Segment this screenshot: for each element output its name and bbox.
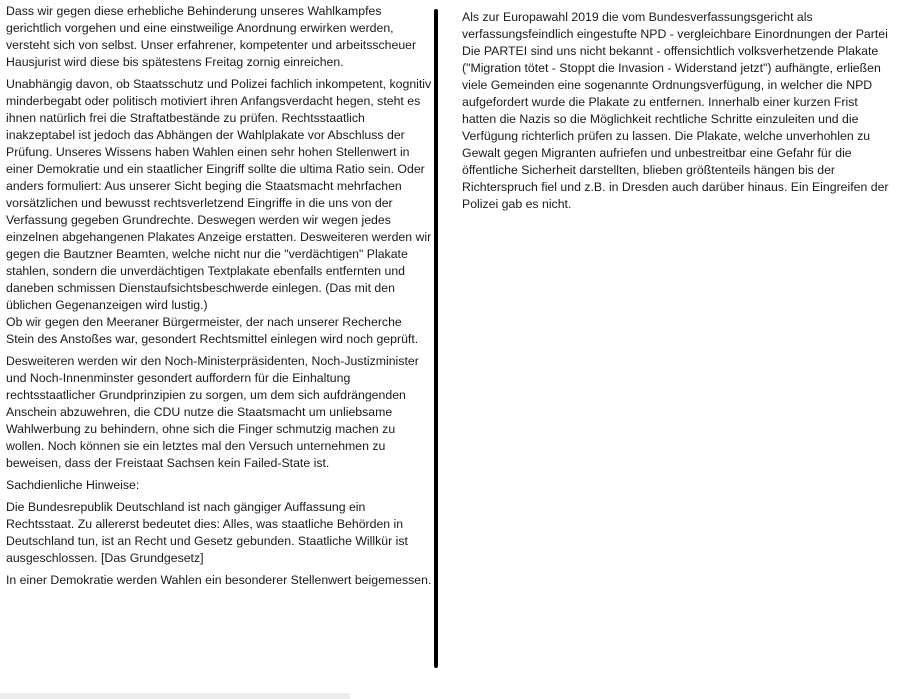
heading-hints: Sachdienliche Hinweise: [6, 478, 140, 492]
horizontal-scrollbar[interactable] [0, 693, 350, 699]
paragraph-rule-of-law: Unabhängig davon, ob Staatsschutz und Polizei fachlich inkompetent, kognitiv minderbegabt oder politisch motiviert ihren Anfangsverdacht hegen, steht es ihnen natürlich frei die Straftatbestände zu prüfen. Rechtsstaatlich inakzeptabel ist jedoch das Abhängen der Wahlplakate vor Abschluss der Prüfung. Unseres Wissens haben Wahlen einen sehr hohen Stellenwert in einer Demokratie und ein staatlicher Eingriff sollte die ultima Ratio sein. Oder anders formuliert: Aus unserer Sicht beging die Staatsmacht mehrfachen vorsätzlichen und bewusst rechtsverletzend Eingriffe in die uns von der Verfassung gegeben Grundrechte. Deswegen werden wir wegen jedes einzelnen abgehangenen Plakates Anzeige erstatten. Desweiteren werden wir gegen die Bautzner Beamten, welche nicht nur die "verdächtigen" Plakate stahlen, sondern die unverdächtigen Textplakate ebenfalls entfernten und daneben schmissen Dienstaufsichtsbeschwerde einlegen. (Das mit den üblichen Gegenanzeigen wird lustig.) [6, 77, 432, 312]
right-text-column [462, 9, 894, 213]
paragraph-democracy: In einer Demokratie werden Wahlen ein besonderer Stellenwert beigemessen. [6, 573, 432, 587]
paragraph-lawsuit: Dass wir gegen diese erhebliche Behinderung unseres Wahlkampfes gerichtlich vorgehen und eine einstweilige Anordnung erwirken werden, versteht sich von selbst. Unser erfahrener, kompetenter und arbeitsscheuer Hausjurist wird diese bis spätestens Freitag zornig einreichen. [6, 4, 417, 69]
paragraph-mayor: Ob wir gegen den Meeraner Bürgermeister, der nach unserer Recherche Stein des Anstoßes war, gesondert Rechtsmittel einlegen wird noch geprüft. [6, 315, 419, 346]
paragraph-rechtsstaat: Die Bundesrepublik Deutschland ist nach gängiger Auffassung ein Rechtsstaat. Zu allererst bedeutet dies: Alles, was staatliche Behörden in Deutschland tun, ist an Recht und Gesetz gebunden. Staatliche Willkür ist ausgeschlossen. [Das Grundgesetz] [6, 500, 408, 565]
column-divider [434, 9, 438, 668]
left-text-column [6, 3, 432, 589]
paragraph-ministers: Desweiteren werden wir den Noch-Ministerpräsidenten, Noch-Justizminister und Noch-Innenminster gesondert auffordern für die Einhaltung rechtsstaatlicher Grundprinzipien zu sorgen, um dem sich aufdrängenden Anschein abzuwehren, die CDU nutze die Staatsmacht um unliebsame Wahlwerbung zu behindern, ohne sich die Finger schmutzig machen zu wollen. Noch können sie ein letztes mal den Versuch unternehmen zu beweisen, dass der Freistaat Sachsen kein Failed-State ist. [6, 354, 419, 470]
paragraph-europawahl: Als zur Europawahl 2019 die vom Bundesverfassungsgericht als verfassungsfeindlich eingestufte NPD - vergleichbare Einordnungen der Partei Die PARTEI sind uns nicht bekannt - offensichtlich volksverhetzende Plakate ("Migration tötet - Stoppt die Invasion - Widerstand jetzt") aufhängte, erließen viele Gemeinden eine sogenannte Ordnungsverfügung, in welcher die NPD aufgefordert wurde die Plakate zu entfernen. Innerhalb einer kurzen Frist hatten die Nazis so die Möglichkeit rechtliche Schritte einzuleiten und die Verfügung richterlich prüfen zu lassen. Die Plakate, welche unverhohlen zu Gewalt gegen Migranten aufriefen und unbestreitbar eine Gefahr für die öffentliche Sicherheit darstellten, blieben größtenteils hängen bis der Richterspruch fiel und z.B. in Dresden auch darüber hinaus. Ein Eingreifen der Polizei gab es nicht. [462, 10, 889, 211]
